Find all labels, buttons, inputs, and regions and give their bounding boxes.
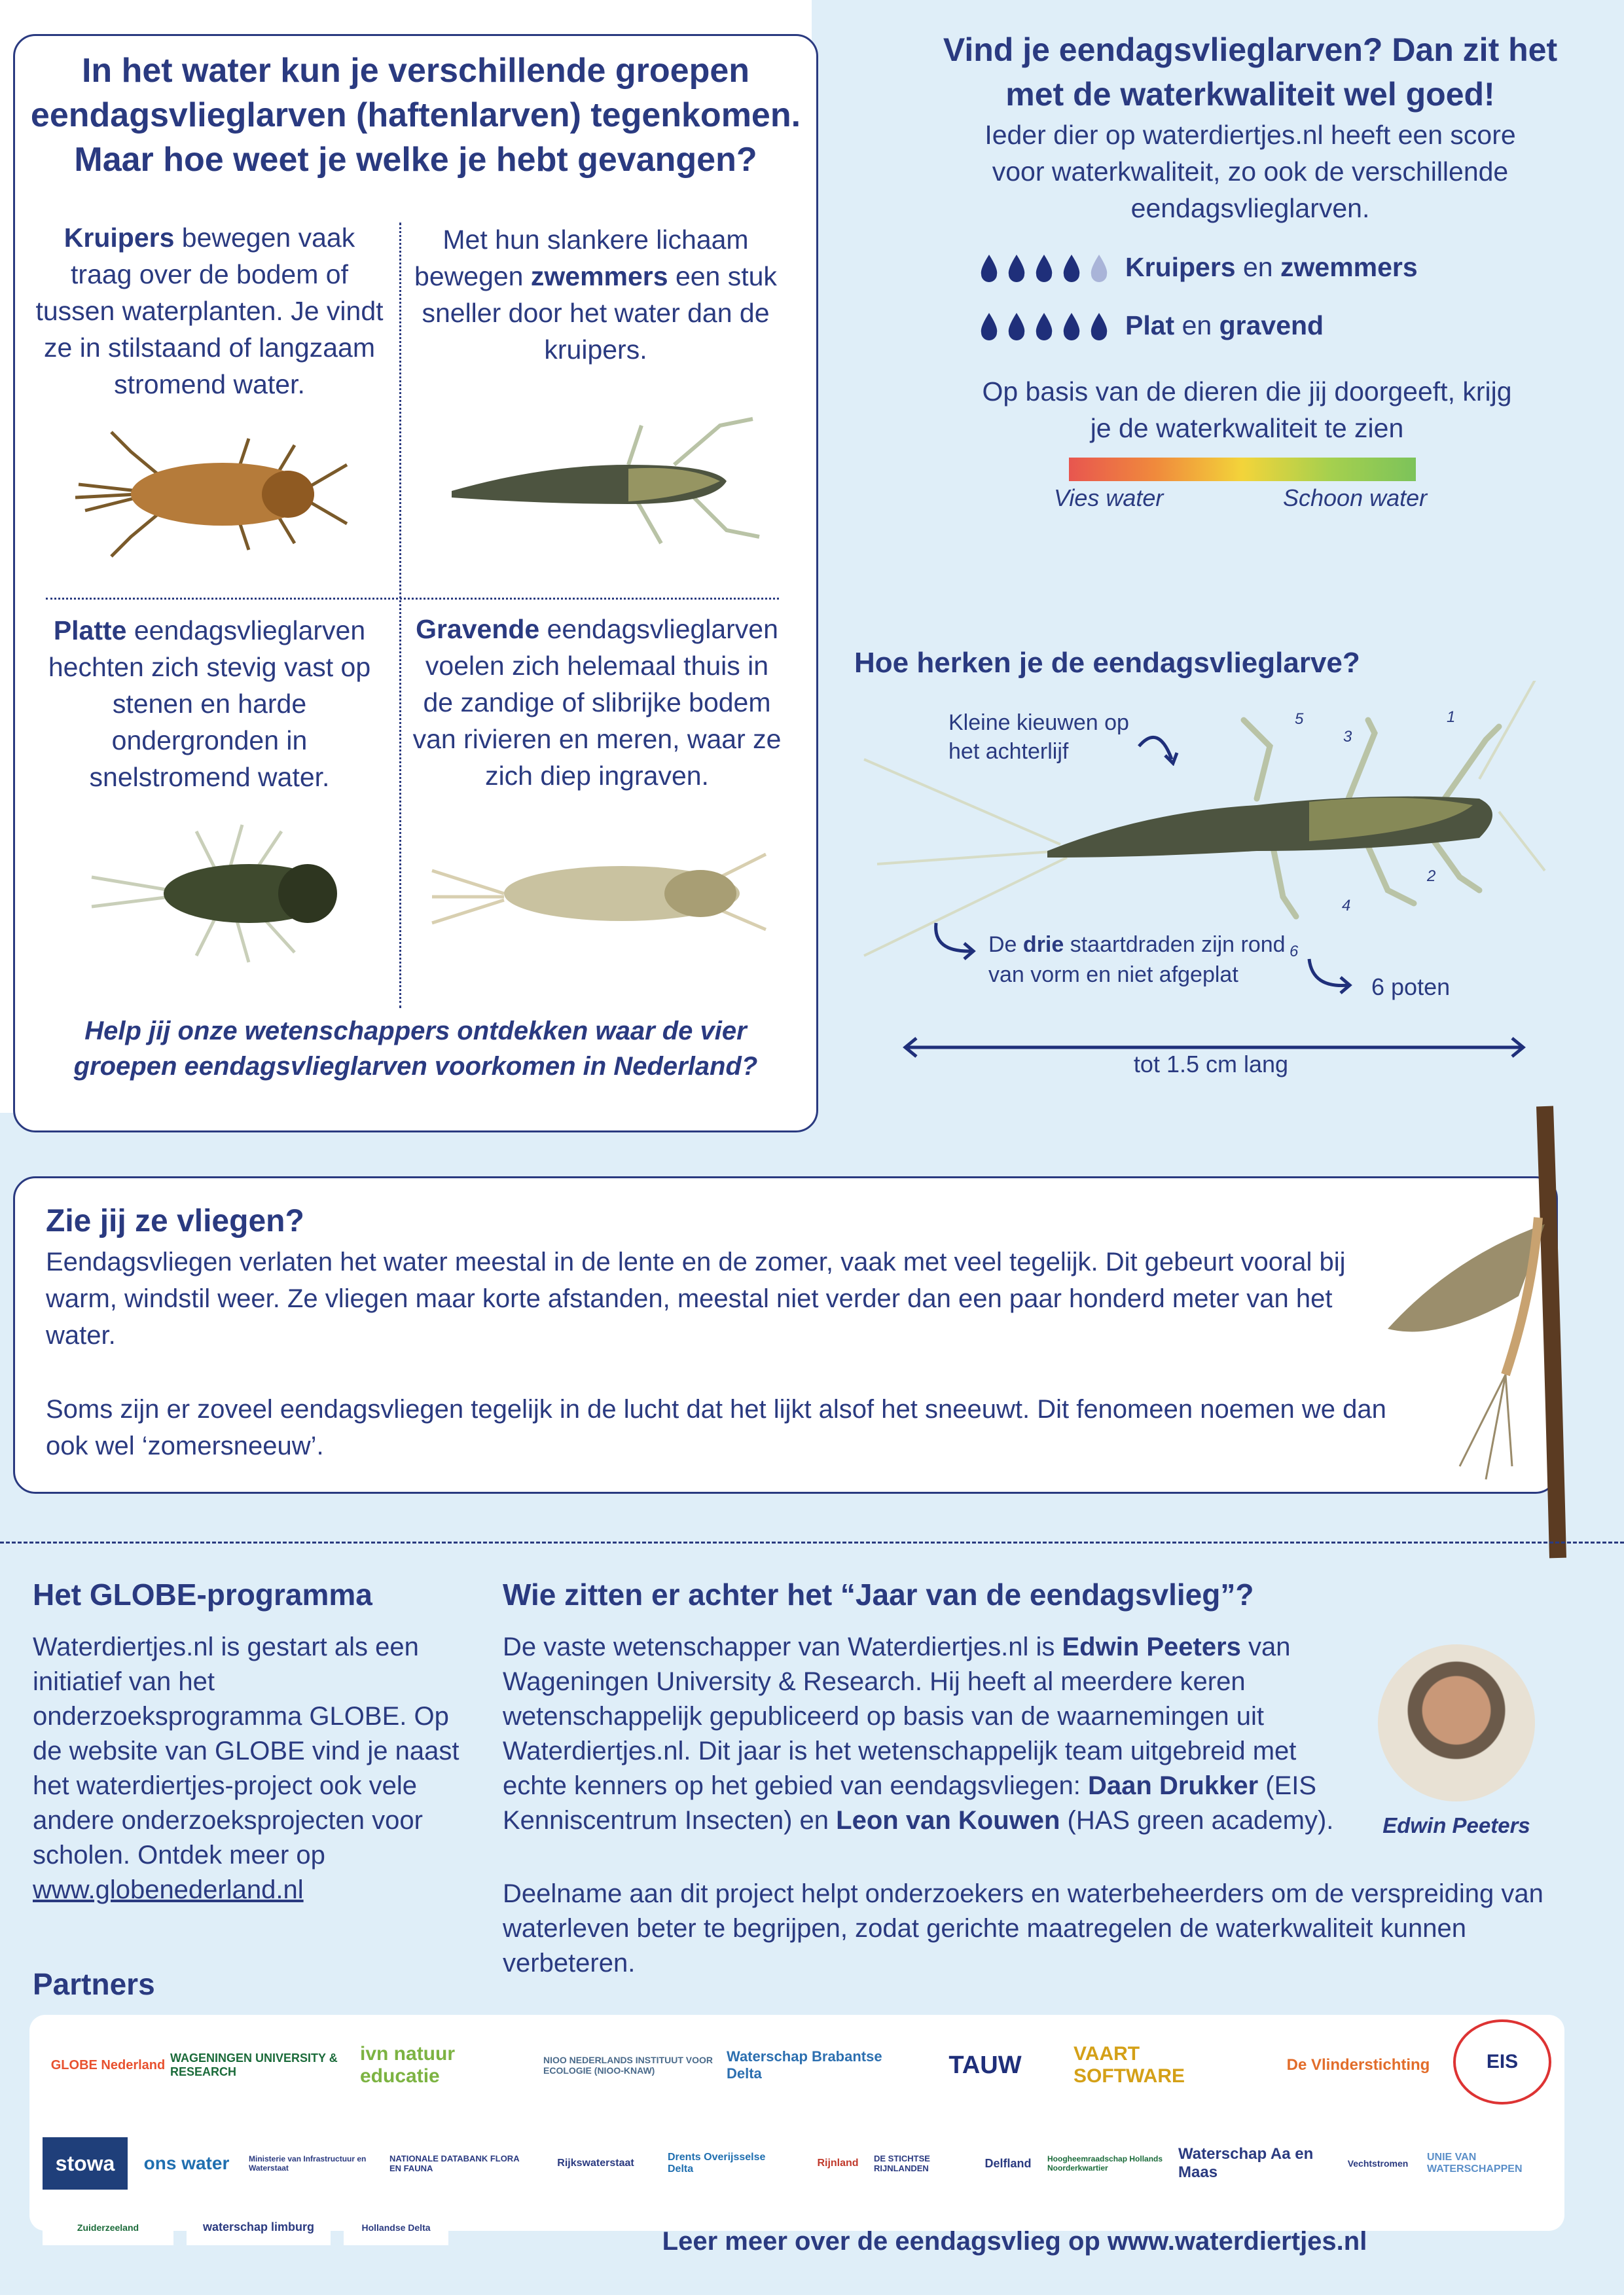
section-separator: [0, 1542, 1624, 1544]
partner-logo-stichtse-rijnlanden: DE STICHTSE RIJNLANDEN: [874, 2154, 930, 2173]
gills-label: Kleine kieuwen op het achterlijf: [948, 710, 1129, 764]
partner-logo-hhnk: Hoogheemraadschap Hollands Noorderkwartier: [1047, 2154, 1163, 2173]
grid-horizontal-divider: [46, 598, 779, 600]
drop-icon: [1034, 312, 1055, 340]
flying-paragraph-2: Soms zijn er zoveel eendagsvliegen tegelijk in de lucht dat het lijkt alsof het sneeuwt. Dit fenomeen noemen we dan ook wel ‘zomersneeuw’.: [46, 1395, 1386, 1460]
partner-logo-wageningen: WAGENINGEN UNIVERSITY & RESEARCH: [170, 2051, 338, 2078]
drop-icon: [1061, 312, 1082, 340]
drop-icon: [979, 253, 1000, 282]
quality-heading: Vind je eendagsvlieglarven? Dan zit het met de waterkwaliteit wel goed!: [943, 31, 1558, 113]
water-quality-gradient-bar: [1069, 458, 1416, 481]
drop-icon: [1061, 253, 1082, 282]
globe-link[interactable]: www.globenederland.nl: [33, 1875, 304, 1904]
tails-label: De drie staartdraden zijn rond van vorm en niet afgeplat: [988, 932, 1286, 987]
partner-logo-ons-water: ons water: [143, 2153, 230, 2173]
drops-row-kruipers-zwemmers: Kruipers en zwemmers: [979, 252, 1568, 285]
partner-logo-dod: Drents Overijsselse Delta: [668, 2152, 766, 2175]
partner-logo-brabantse-delta: Waterschap Brabantse Delta: [727, 2048, 882, 2082]
legs-label: 6 poten: [1371, 973, 1451, 1000]
partner-logo-nioo: NIOO NEDERLANDS INSTITUUT VOOR ECOLOGIE (NIOO-KNAW): [543, 2055, 713, 2076]
team-paragraph-2: Deelname aan dit project helpt onderzoekers en waterbeheerders om de verspreiding van waterleven beter te begrijpen, zodat gerichte maatregelen de waterkwaliteit kunnen verbeteren.: [503, 1879, 1543, 1978]
intro-heading: In het water kun je verschillende groepen eendagsvlieglarven (haftenlarven) tegenkomen. Maar hoe weet je welke je hebt gevangen?: [30, 52, 801, 179]
partner-logo-tauw: TAUW: [948, 2051, 1022, 2079]
length-label: tot 1.5 cm lang: [1133, 1051, 1289, 1077]
zwemmers-text: Met hun slankere lichaam bewegen zwemmers een stuk sneller door het water dan de kruipers.: [414, 225, 777, 365]
avatar: [1378, 1644, 1535, 1801]
kruipers-text: Kruipers bewegen vaak traag over de bodem of tussen waterplanten. Je vindt ze in stilstaand of langzaam stromend water.: [35, 223, 384, 399]
globe-text: Waterdiertjes.nl is gestart als een initiatief van het onderzoeksprogramma GLOBE. Op de website van GLOBE vind je naast het waterdiertjes-project ook vele andere onderzoeksprojecten voor scholen. Ontdek meer op www.globenederland.nl: [33, 1633, 460, 1904]
partner-logo-ivn: ivn natuur educatie: [360, 2043, 456, 2087]
partners-heading: Partners: [33, 1967, 155, 2001]
platte-text: Platte eendagsvlieglarven hechten zich stevig vast op stenen en harde ondergronden in snelstromend water.: [48, 615, 371, 792]
partner-logo-globe: GLOBE Nederland: [50, 2057, 166, 2072]
partner-logo-zuiderzeeland: Zuiderzeeland: [43, 2209, 173, 2245]
leg-number-1: 1: [1447, 708, 1456, 726]
partner-logo-vlinderstichting: De Vlinderstichting: [1286, 2056, 1430, 2074]
gills-arrow-icon: [1132, 727, 1185, 766]
partner-logo-delfland: Delfland: [984, 2156, 1032, 2170]
partner-logo-rijnland: Rijnland: [817, 2158, 859, 2169]
leg-number-5: 5: [1295, 710, 1304, 728]
mayfly-adult-illustration: [1348, 1100, 1610, 1564]
team-paragraph-1: De vaste wetenschapper van Waterdiertjes.nl is Edwin Peeters van Wageningen University & Research. Hij heeft al meerdere keren wetenschappelijk gepubliceerd op basis van de waarnemingen uit Waterdiertjes.nl. Dit jaar is het wetenschappelijk team uitgebreid met echte kenners op het gebied van eendagsvliegen: Daan Drukker (EIS Kenniscentrum Insecten) en Leon van Kouwen (HAS green academy).: [503, 1633, 1334, 1835]
quality-result-text: Op basis van de dieren die jij doorgeeft, krijg je de waterkwaliteit te zien: [982, 376, 1512, 443]
flying-paragraph-1: Eendagsvliegen verlaten het water meestal in de lente en de zomer, vaak met veel tegelijk. Dit gebeurt vooral bij warm, windstil weer. Ze vliegen maar korte afstanden, meestal niet verder dan een paar honderd meter van het water.: [46, 1248, 1346, 1350]
legs-arrow-icon: [1303, 956, 1362, 1002]
scale-right-label: Schoon water: [1283, 484, 1428, 511]
zwemmers-larva-illustration: [412, 406, 779, 563]
gravende-text: Gravende eendagsvlieglarven voelen zich helemaal thuis in de zandige of slibrijke bodem van rivieren en meren, waar ze zich diep ingraven.: [412, 614, 782, 791]
leg-number-2: 2: [1427, 867, 1436, 885]
flying-heading: Zie jij ze vliegen?: [46, 1204, 304, 1238]
leg-number-4: 4: [1342, 897, 1351, 914]
partner-logo-ministerie: Ministerie van Infrastructuur en Waterstaat: [249, 2154, 367, 2173]
scale-left-label: Vies water: [1054, 484, 1164, 511]
partner-logo-stowa: stowa: [43, 2137, 128, 2190]
help-text: Help jij onze wetenschappers ontdekken waar de vier groepen eendagsvlieglarven voorkomen in Nederland?: [73, 1017, 758, 1081]
leg-number-3: 3: [1343, 728, 1352, 746]
partner-logo-vechtstromen: Vechtstromen: [1347, 2158, 1409, 2169]
partner-logo-rijkswaterstaat: Rijkswaterstaat: [557, 2158, 634, 2169]
partner-logo-vaart: VAART SOFTWARE: [1074, 2043, 1185, 2087]
partner-logo-limburg: waterschap limburg: [187, 2209, 331, 2245]
quality-intro: Ieder dier op waterdiertjes.nl heeft een score voor waterkwaliteit, zo ook de verschillende eendagsvlieglarven.: [984, 120, 1516, 223]
drop-empty-icon: [1089, 253, 1110, 282]
drop-icon: [1089, 312, 1110, 340]
partner-logo-hollandse-delta: Hollandse Delta: [344, 2209, 448, 2245]
partner-logo-uvw: UNIE VAN WATERSCHAPPEN: [1427, 2152, 1523, 2175]
leg-number-6: 6: [1290, 943, 1299, 960]
tails-arrow-icon: [926, 920, 985, 966]
partner-logo-eis: EIS: [1453, 2019, 1551, 2105]
drop-icon: [1006, 253, 1027, 282]
avatar-caption: Edwin Peeters: [1382, 1813, 1530, 1837]
kruipers-larva-illustration: [72, 406, 360, 583]
drop-icon: [979, 312, 1000, 340]
drops-row-plat-gravend: Plat en gravend: [979, 310, 1568, 343]
partner-logo-ndff: NATIONALE DATABANK FLORA EN FAUNA: [389, 2154, 520, 2173]
grid-vertical-divider: [399, 223, 401, 1008]
drop-icon: [1034, 253, 1055, 282]
team-heading: Wie zitten er achter het “Jaar van de eendagsvlieg”?: [503, 1578, 1254, 1612]
footer-link[interactable]: Leer meer over de eendagsvlieg op www.waterdiertjes.nl: [662, 2227, 1367, 2256]
gravende-larva-illustration: [425, 838, 785, 949]
globe-heading: Het GLOBE-programma: [33, 1578, 372, 1612]
identify-heading: Hoe herken je de eendagsvlieglarve?: [854, 647, 1360, 679]
partner-logo-aa-en-maas: Waterschap Aa en Maas: [1178, 2145, 1314, 2181]
drop-icon: [1006, 312, 1027, 340]
platte-larva-illustration: [85, 818, 353, 969]
